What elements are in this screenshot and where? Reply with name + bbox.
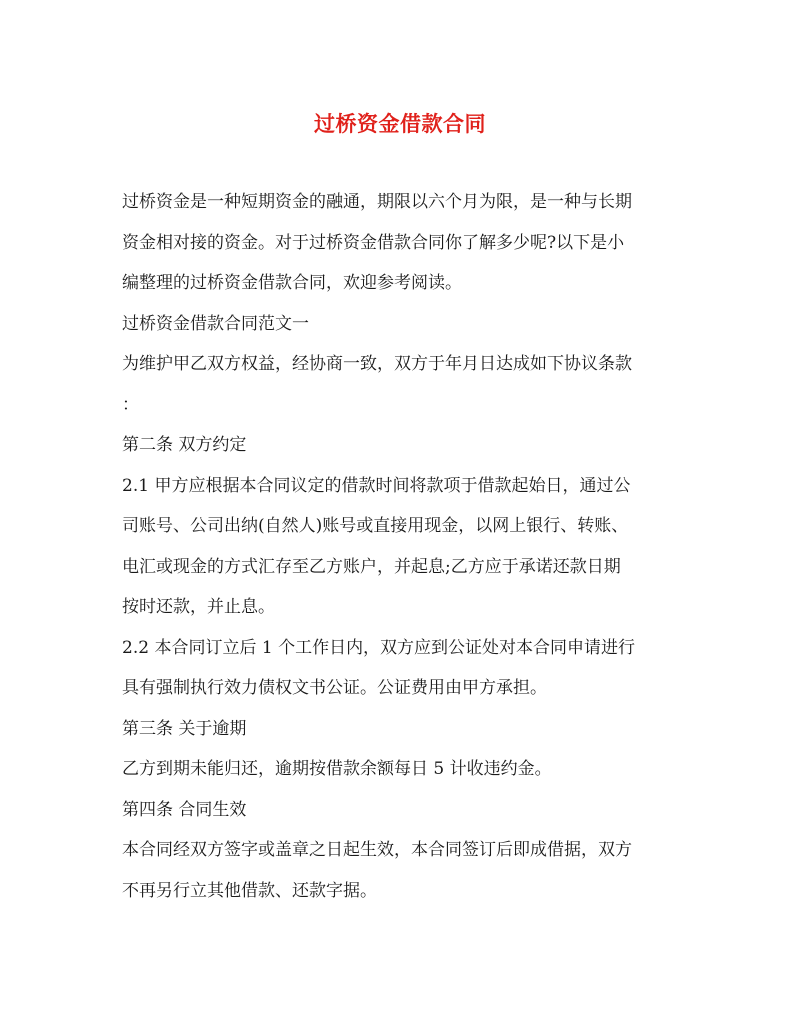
- article-heading: 第三条 关于逾期: [122, 718, 247, 739]
- body-line: 具有强制执行效力债权文书公证。公证费用由甲方承担。: [122, 678, 547, 698]
- article-heading: 第四条 合同生效: [122, 799, 247, 820]
- body-line: 不再另行立其他借款、还款字据。: [122, 880, 377, 901]
- body-line: 2.2 本合同订立后 1 个工作日内，双方应到公证处对本合同申请进行: [122, 637, 636, 658]
- body-line: 编整理的过桥资金借款合同，欢迎参考阅读。: [122, 273, 462, 293]
- body-line: 本合同经双方签字或盖章之日起生效，本合同签订后即成借据，双方: [122, 840, 632, 860]
- article-heading: 第二条 双方约定: [122, 435, 247, 455]
- body-line: 为维护甲乙双方权益，经协商一致，双方于年月日达成如下协议条款: [122, 354, 632, 374]
- document-title: 过桥资金借款合同: [314, 111, 486, 136]
- body-line: 2.1 甲方应根据本合同议定的借款时间将款项于借款起始日，通过公: [122, 475, 631, 496]
- body-line: ：: [122, 394, 139, 415]
- body-line: 乙方到期未能归还，逾期按借款余额每日 5 计收违约金。: [122, 759, 552, 779]
- section-heading: 过桥资金借款合同范文一: [122, 313, 309, 334]
- body-line: 过桥资金是一种短期资金的融通，期限以六个月为限，是一种与长期: [122, 192, 632, 212]
- body-line: 电汇或现金的方式汇存至乙方账户，并起息;乙方应于承诺还款日期: [122, 556, 621, 577]
- body-line: 司账号、公司出纳(自然人)账号或直接用现金，以网上银行、转账、: [122, 516, 629, 536]
- body-line: 按时还款，并止息。: [122, 597, 275, 617]
- body-line: 资金相对接的资金。对于过桥资金借款合同你了解多少呢?以下是小: [122, 232, 625, 253]
- document-body: [122, 182, 682, 911]
